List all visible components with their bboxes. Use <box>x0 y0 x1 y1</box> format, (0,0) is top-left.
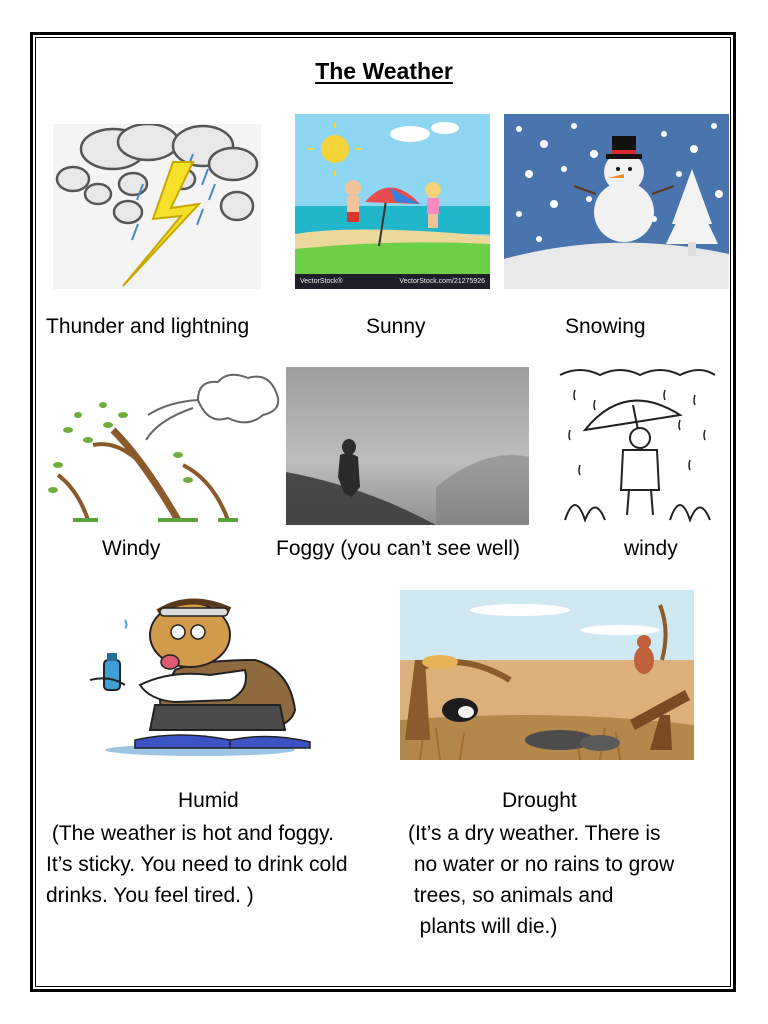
windy-label: Windy <box>102 537 161 560</box>
foggy-label: Foggy (you can’t see well) <box>276 537 520 560</box>
humid-description-line: (The weather is hot and foggy. <box>46 822 334 845</box>
humid-description <box>46 818 348 911</box>
drought-description <box>408 818 674 942</box>
drought-description-line: no water or no rains to grow <box>408 853 675 876</box>
humid-description-line: drinks. You feel tired. ) <box>46 884 254 907</box>
thunder-lightning-image <box>53 124 261 289</box>
drought-description-line: trees, so animals and <box>408 884 614 907</box>
humid-label: Humid <box>178 789 239 812</box>
humid-description-line: It’s sticky. You need to drink cold <box>46 853 348 876</box>
drought-description-line: (It’s a dry weather. There is <box>408 822 661 845</box>
drought-image <box>400 590 694 760</box>
page-title: The Weather <box>315 58 453 84</box>
rain-umbrella-image <box>555 360 720 525</box>
sunny-label: Sunny <box>366 315 426 338</box>
drought-description-line: plants will die.) <box>408 915 558 938</box>
drought-label: Drought <box>502 789 577 812</box>
watermark-right: VectorStock.com/21275926 <box>399 278 485 285</box>
snowing-label: Snowing <box>565 315 646 338</box>
watermark-left: VectorStock® <box>300 278 343 285</box>
snowman-image <box>504 114 729 289</box>
windy-label-2: windy <box>624 537 678 560</box>
sunny-beach-image <box>295 114 490 289</box>
humid-man-image <box>80 590 320 760</box>
thunder-label: Thunder and lightning <box>46 315 250 338</box>
windy-trees-image <box>48 370 280 525</box>
foggy-image <box>286 367 529 525</box>
